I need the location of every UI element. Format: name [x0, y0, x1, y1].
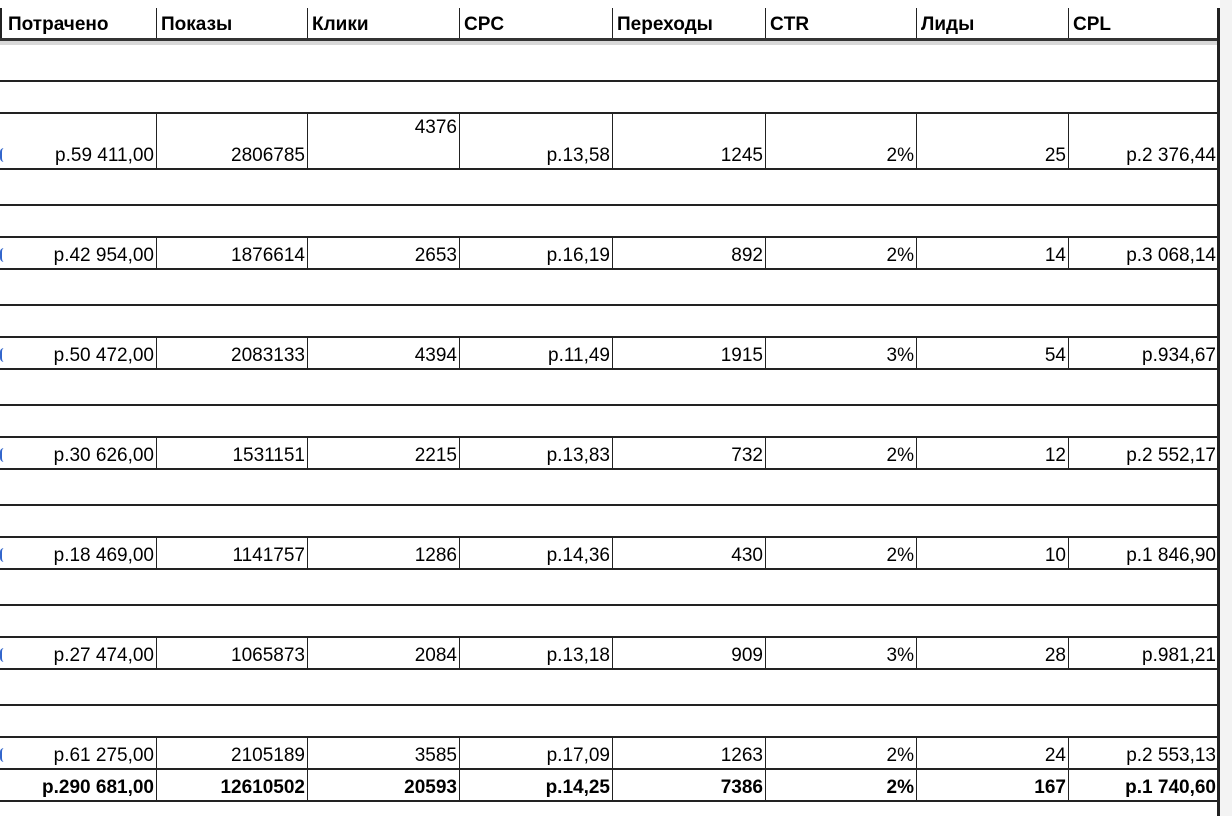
cell-ctr[interactable]: 2%: [765, 737, 916, 768]
cell-ctr[interactable]: 3%: [765, 337, 916, 368]
cell-impressions[interactable]: 12610502: [156, 769, 307, 800]
cell-visits[interactable]: 892: [612, 237, 765, 268]
row-divider: [0, 404, 1218, 406]
row-divider: [0, 204, 1218, 206]
cell-cpc[interactable]: р.13,58: [459, 113, 612, 168]
cell-clicks[interactable]: 2215: [307, 437, 459, 468]
cell-spent[interactable]: р.290 681,00: [42, 777, 154, 798]
cell-marker-icon: [0, 648, 6, 662]
row-divider: [0, 268, 1218, 270]
cell-leads[interactable]: 24: [916, 737, 1068, 768]
row-divider: [0, 468, 1218, 470]
cell-leads[interactable]: 54: [916, 337, 1068, 368]
cell-spent[interactable]: р.27 474,00: [53, 645, 154, 666]
cell-visits[interactable]: 732: [612, 437, 765, 468]
cell-spent[interactable]: р.30 626,00: [53, 445, 154, 466]
cell-impressions[interactable]: 1531151: [156, 437, 307, 468]
cell-spent[interactable]: р.50 472,00: [53, 345, 154, 366]
cell-cpc[interactable]: р.14,25: [459, 769, 612, 800]
row-divider: [0, 668, 1218, 670]
cell-spent[interactable]: р.61 275,00: [53, 745, 154, 766]
cell-ctr[interactable]: 2%: [765, 437, 916, 468]
cell-visits[interactable]: 1245: [612, 113, 765, 168]
row-divider: [0, 800, 1218, 802]
cell-ctr[interactable]: 3%: [765, 637, 916, 668]
cell-leads[interactable]: 25: [916, 113, 1068, 168]
cell-impressions[interactable]: 2083133: [156, 337, 307, 368]
cell-cpc[interactable]: р.13,83: [459, 437, 612, 468]
cell-spent[interactable]: р.42 954,00: [53, 245, 154, 266]
cell-clicks[interactable]: 1286: [307, 537, 459, 568]
cell-cpc[interactable]: р.11,49: [459, 337, 612, 368]
cell-spent[interactable]: р.59 411,00: [55, 145, 154, 166]
cell-cpl[interactable]: р.2 553,13: [1068, 737, 1218, 768]
cell-clicks[interactable]: 3585: [307, 737, 459, 768]
cell-visits[interactable]: 430: [612, 537, 765, 568]
cell-ctr[interactable]: 2%: [765, 537, 916, 568]
cell-leads[interactable]: 10: [916, 537, 1068, 568]
cell-visits[interactable]: 7386: [612, 769, 765, 800]
cell-marker-icon: [0, 348, 6, 362]
cell-impressions[interactable]: 1876614: [156, 237, 307, 268]
header-leads[interactable]: Лиды: [916, 8, 1068, 40]
row-divider: [0, 504, 1218, 506]
cell-cpl[interactable]: р.934,67: [1068, 337, 1218, 368]
row-divider: [0, 704, 1218, 706]
cell-marker-icon: [0, 248, 6, 262]
cell-impressions[interactable]: 2806785: [156, 113, 307, 168]
row-divider: [0, 368, 1218, 370]
cell-cpl[interactable]: р.2 552,17: [1068, 437, 1218, 468]
cell-impressions[interactable]: 1141757: [156, 537, 307, 568]
header-shadow: [0, 41, 1218, 45]
cell-clicks[interactable]: 4376: [307, 113, 459, 168]
cell-ctr[interactable]: 2%: [765, 769, 916, 800]
cell-cpl[interactable]: р.1 740,60: [1068, 769, 1218, 800]
cell-cpc[interactable]: р.13,18: [459, 637, 612, 668]
cell-visits[interactable]: 909: [612, 637, 765, 668]
cell-leads[interactable]: 167: [916, 769, 1068, 800]
next-column[interactable]: [1220, 0, 1232, 816]
header-cpc[interactable]: CPC: [459, 8, 612, 40]
cell-cpc[interactable]: р.14,36: [459, 537, 612, 568]
cell-impressions[interactable]: 2105189: [156, 737, 307, 768]
cell-cpc[interactable]: р.16,19: [459, 237, 612, 268]
cell-marker-icon: [0, 548, 6, 562]
cell-clicks[interactable]: 4394: [307, 337, 459, 368]
cell-spent[interactable]: р.18 469,00: [53, 545, 154, 566]
row-divider: [0, 168, 1218, 170]
header-impressions[interactable]: Показы: [156, 8, 307, 40]
cell-impressions[interactable]: 1065873: [156, 637, 307, 668]
cell-visits[interactable]: 1915: [612, 337, 765, 368]
cell-cpl[interactable]: р.2 376,44: [1068, 113, 1218, 168]
cell-leads[interactable]: 28: [916, 637, 1068, 668]
header-spent[interactable]: Потрачено: [0, 8, 156, 40]
cell-cpl[interactable]: р.1 846,90: [1068, 537, 1218, 568]
cell-ctr[interactable]: 2%: [765, 113, 916, 168]
cell-cpl[interactable]: р.981,21: [1068, 637, 1218, 668]
cell-visits[interactable]: 1263: [612, 737, 765, 768]
cell-marker-icon: [0, 148, 6, 162]
cell-clicks[interactable]: 20593: [307, 769, 459, 800]
header-clicks[interactable]: Клики: [307, 8, 459, 40]
cell-cpc[interactable]: р.17,09: [459, 737, 612, 768]
header-visits[interactable]: Переходы: [612, 8, 765, 40]
cell-clicks[interactable]: 2084: [307, 637, 459, 668]
row-divider: [0, 568, 1218, 570]
cell-clicks[interactable]: 2653: [307, 237, 459, 268]
cell-marker-icon: [0, 448, 6, 462]
cell-leads[interactable]: 12: [916, 437, 1068, 468]
header-ctr[interactable]: CTR: [765, 8, 916, 40]
row-divider: [0, 304, 1218, 306]
cell-marker-icon: [0, 748, 6, 762]
row-divider: [0, 604, 1218, 606]
header-cpl[interactable]: CPL: [1068, 8, 1218, 40]
cell-ctr[interactable]: 2%: [765, 237, 916, 268]
row-divider: [0, 80, 1218, 82]
cell-cpl[interactable]: р.3 068,14: [1068, 237, 1218, 268]
cell-leads[interactable]: 14: [916, 237, 1068, 268]
